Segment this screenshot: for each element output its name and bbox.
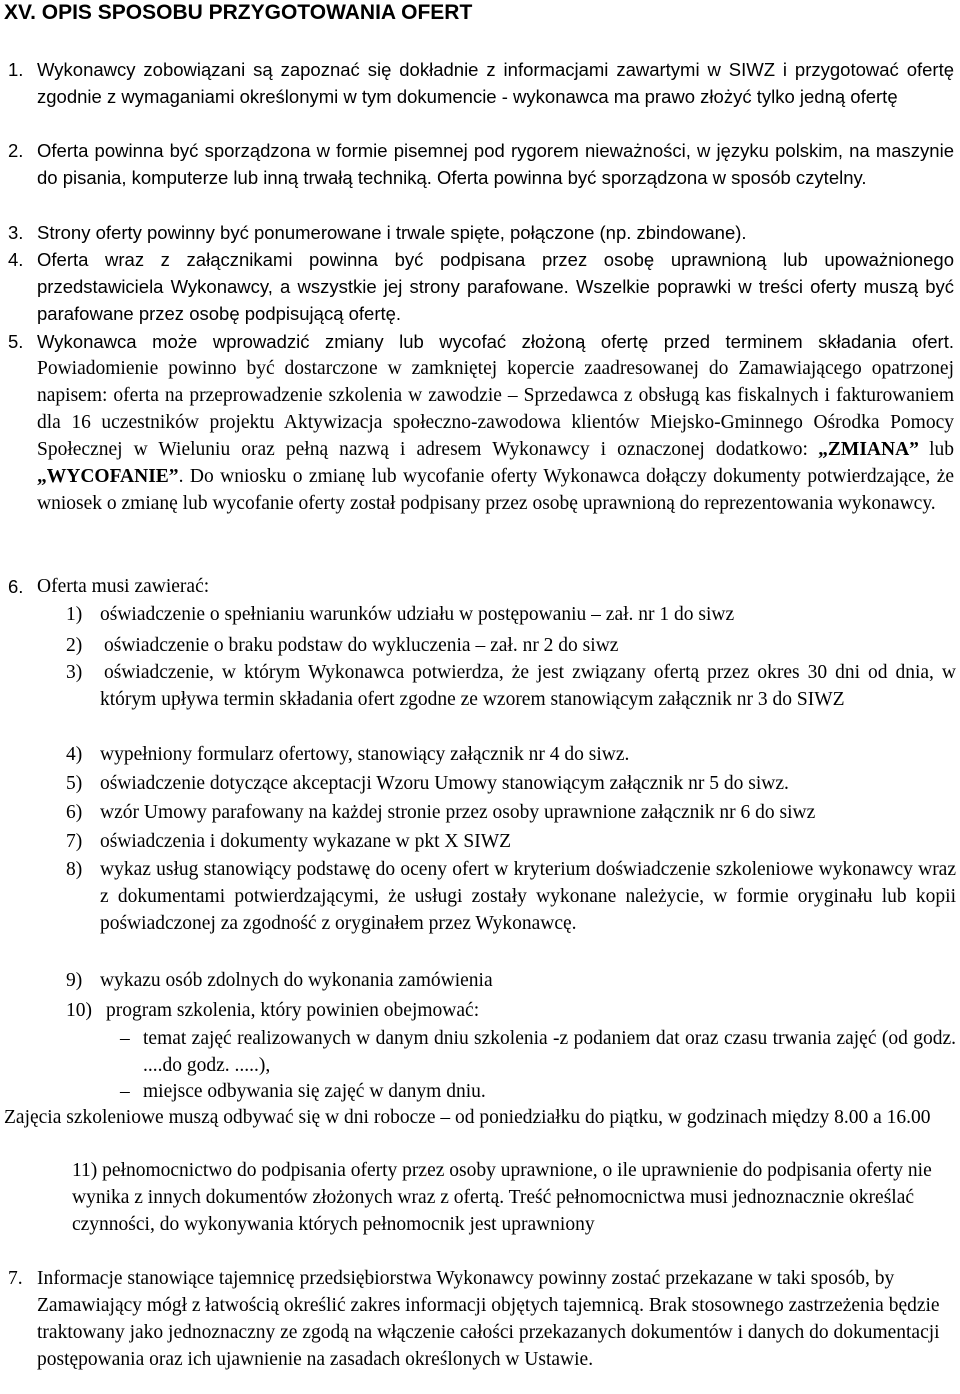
list-item: wykazu osób zdolnych do wykonania zamówienia — [100, 970, 493, 991]
list-item: oświadczenie, w którym Wykonawca potwierdza, że jest związany ofertą przez okres 30 dni od dnia, w którym upływa termin składania ofert zgodne ze wzorem stanowiącym załącznik nr 3 do SIWZ — [100, 662, 956, 710]
keyword-zmiana: „ZMIANA” — [818, 439, 919, 461]
sub-list-item: miejsce odbywania się zajęć w danym dniu. — [143, 1081, 486, 1102]
list-item: program szkolenia, który powinien obejmować: — [106, 1000, 480, 1021]
point-5-text — [37, 328, 954, 517]
list-number: 4) — [66, 744, 83, 765]
list-number: 1) — [66, 604, 83, 625]
list-number: 8) — [66, 859, 83, 880]
point-4-text: Oferta wraz z załącznikami powinna być podpisana przez osobę uprawnioną lub upoważnionego przedstawiciela Wykonawcy, a wszystkie jej strony parafowane. Wszelkie poprawki w treści oferty muszą być parafowane przez osobę podpisującą ofertę. — [37, 249, 954, 325]
point-2-text: Oferta powinna być sporządzona w formie pisemnej pod rygorem nieważności, w języku polskim, na maszynie do pisania, komputerze lub inną trwałą techniką. Oferta powinna być sporządzona w sposób czytelny. — [37, 140, 954, 189]
list-item: oświadczenia i dokumenty wykazane w pkt X SIWZ — [100, 831, 512, 852]
schedule-note: Zajęcia szkoleniowe muszą odbywać się w dni robocze – od poniedziałku do piątku, w godzinach między 8.00 a 16.00 — [4, 1107, 931, 1128]
keyword-wycofanie: „WYCOFANIE” — [37, 466, 179, 488]
list-item: oświadczenie dotyczące akceptacji Wzoru Umowy stanowiącym załącznik nr 5 do siwz. — [100, 773, 789, 794]
list-item-text: pełnomocnictwo do podpisania oferty przez osoby uprawnione, o ile uprawnienie do podpisania oferty nie wynika z innych dokumentów złożonych wraz z ofertą. Treść pełnomocnictwa musi jednoznacznie określać czynności, do wykonywania których pełnomocnik jest uprawniony — [72, 1160, 932, 1235]
list-number: 11) — [72, 1160, 98, 1181]
list-item: wypełniony formularz ofertowy, stanowiący załącznik nr 4 do siwz. — [100, 744, 630, 765]
point-number: 5. — [8, 331, 24, 352]
point-6-text: Oferta musi zawierać: — [37, 576, 210, 597]
point-number: 4. — [8, 249, 24, 270]
list-item: wykaz usług stanowiący podstawę do oceny ofert w kryterium doświadczenie szkoleniowe wykonawcy wraz z dokumentami potwierdzającymi, że usługi zostały wykonane należycie, w formie oryginału lub kopii poświadczonej za zgodność z oryginałem przez Wykonawcę. — [100, 859, 956, 934]
list-number: 10) — [66, 1000, 92, 1021]
list-number: 7) — [66, 831, 83, 852]
list-number: 2) — [66, 635, 83, 656]
list-item — [72, 1157, 956, 1238]
point-1-text: Wykonawcy zobowiązani są zapoznać się dokładnie z informacjami zawartymi w SIWZ i przygotować ofertę zgodnie z wymaganiami określonymi w tym dokumencie - wykonawca ma prawo złożyć tylko jedną ofertę — [37, 59, 954, 108]
point-number: 2. — [8, 140, 24, 161]
sub-list-item — [143, 1025, 956, 1079]
list-number: 3) — [66, 662, 83, 683]
point-number: 7. — [8, 1268, 23, 1289]
point-7-text: Informacje stanowiące tajemnicę przedsiębiorstwa Wykonawcy powinny zostać przekazane w taki sposób, by Zamawiający mógł z łatwością określić zakres informacji objętych tajemnicą. Brak stosownego zastrzeżenia będzie traktowany jako jednoznaczny ze zgodą na włączenie całości przekazanych dokumentów i danych do dokumentacji postępowania oraz ich ujawnienie na zasadach określonych w Ustawie. — [37, 1268, 940, 1370]
dash-bullet: – — [120, 1028, 130, 1049]
list-item: oświadczenie o braku podstaw do wykluczenia – zał. nr 2 do siwz — [104, 635, 619, 656]
point-5-sans-text: Wykonawca może wprowadzić zmiany lub wycofać złożoną ofertę przed terminem składania ofert. — [37, 331, 954, 352]
point-5-serif-text-end: . Do wniosku o zmianę lub wycofanie oferty Wykonawca dołączy dokumenty potwierdzające, że wniosek o zmianę lub wycofanie oferty został podpisany przez osobę uprawnioną do reprezentowania wykonawcy. — [37, 466, 954, 515]
sub-list-item-text: temat zajęć realizowanych w danym dniu szkolenia -z podaniem dat oraz czasu trwania zajęć (od godz. ....do godz. .....), — [143, 1028, 956, 1076]
connector-text: lub — [929, 439, 955, 461]
dash-bullet: – — [120, 1081, 130, 1102]
list-item: oświadczenie o spełnianiu warunków udziału w postępowaniu – zał. nr 1 do siwz — [100, 604, 735, 625]
point-5-serif-text: Powiadomienie powinno być dostarczone w zamkniętej kopercie zaadresowanej do Zamawiającego opatrzonej napisem: oferta na przeprowadzenie szkolenia w zawodzie – Sprzedawca z obsługą kas fiskalnych i fakturowaniem dla 16 uczestników projektu Aktywizacja społeczno-zawodowa klientów Miejsko-Gminnego Ośrodka Pomocy Społecznej w Wieluniu oraz pełną nazwą i adresem Wykonawcy i oznaczonej dodatkowo: — [37, 358, 954, 461]
list-number: 9) — [66, 970, 83, 991]
point-number: 3. — [8, 222, 24, 243]
point-number: 1. — [8, 59, 24, 80]
list-number: 5) — [66, 773, 83, 794]
list-item: wzór Umowy parafowany na każdej stronie przez osoby uprawnione załącznik nr 6 do siwz — [100, 802, 816, 823]
list-number: 6) — [66, 802, 83, 823]
point-number: 6. — [8, 576, 24, 597]
point-3-text: Strony oferty powinny być ponumerowane i trwale spięte, połączone (np. zbindowane). — [37, 222, 747, 243]
section-heading: XV. OPIS SPOSOBU PRZYGOTOWANIA OFERT — [4, 1, 473, 24]
